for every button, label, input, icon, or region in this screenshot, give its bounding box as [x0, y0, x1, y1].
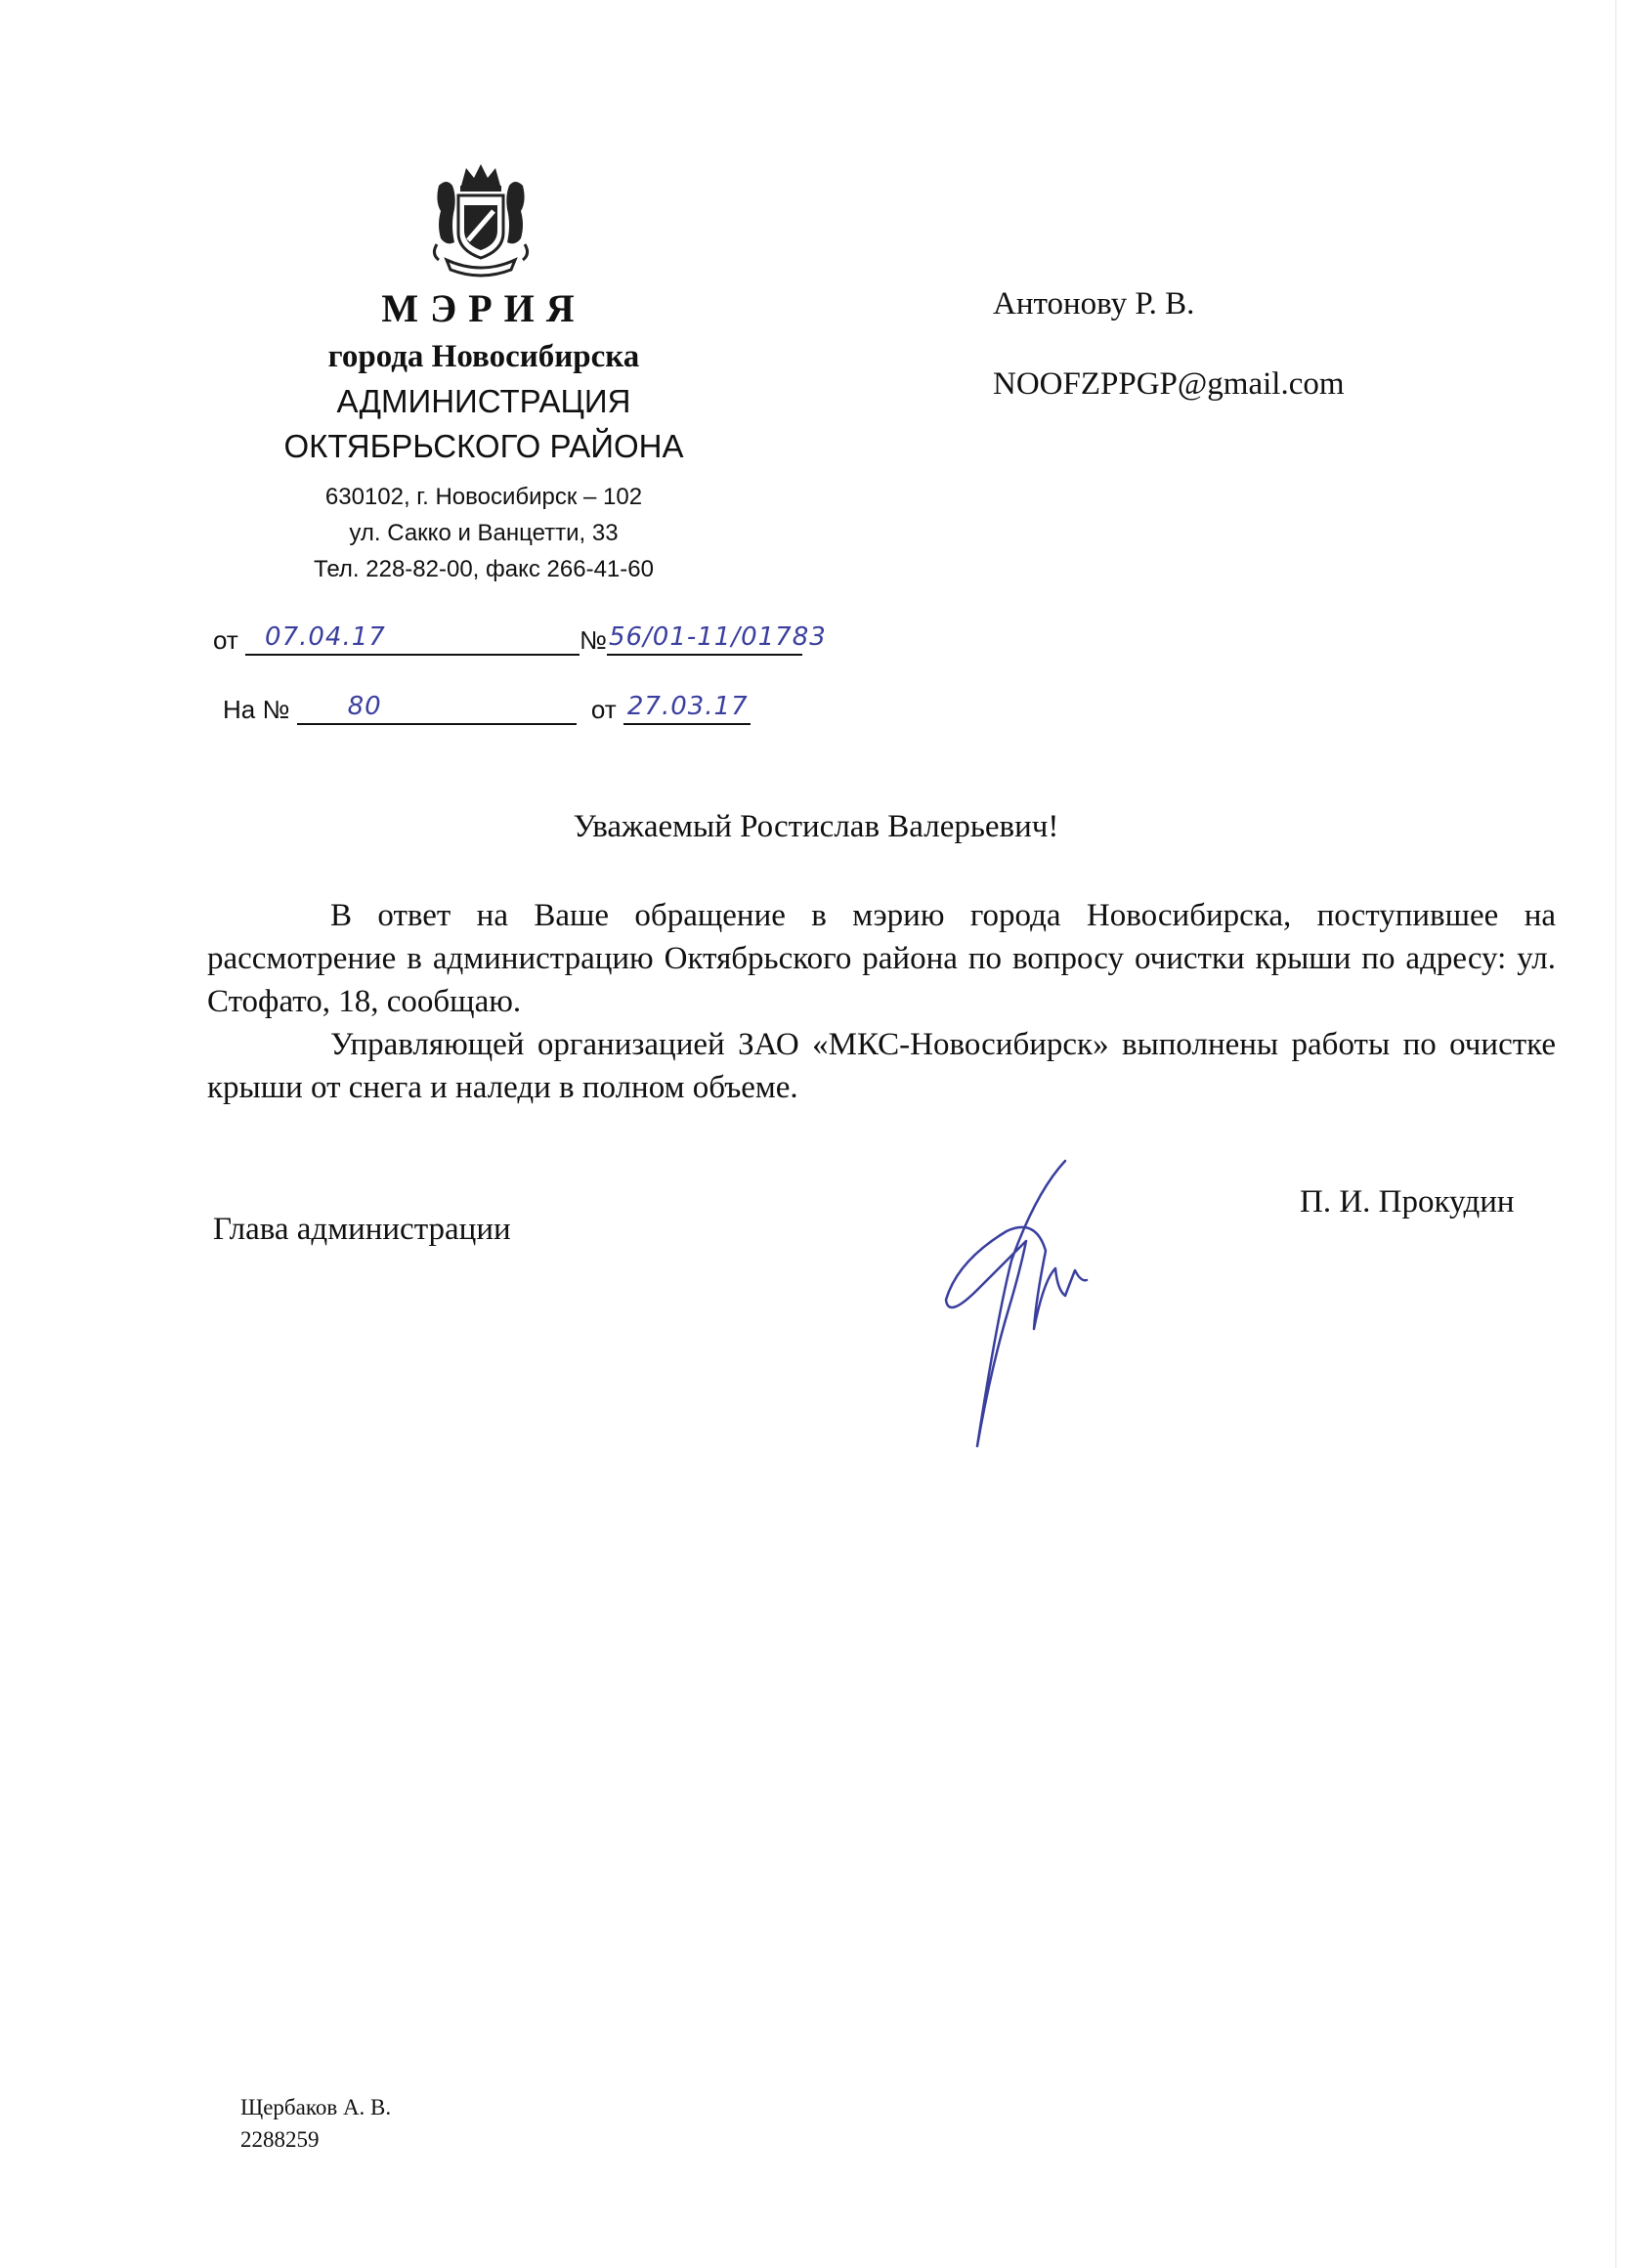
- header-admin-line1: АДМИНИСТРАЦИЯ: [336, 383, 631, 419]
- body-paragraph-2: Управляющей организацией ЗАО «МКС-Новосибирск» выполнены работы по очистке крыши от снега и наледи в полном объеме.: [207, 1027, 1556, 1105]
- executor-block: [240, 2091, 391, 2156]
- executor-phone: 2288259: [240, 2127, 320, 2152]
- from-date-handwritten: 07.04.17: [265, 622, 386, 652]
- reply-date-field: [623, 688, 751, 725]
- number-field: [607, 619, 827, 656]
- header-address-line2: ул. Сакко и Ванцетти, 33: [349, 520, 619, 546]
- letter-body: [207, 894, 1556, 1109]
- number-handwritten: 56/01-11/01783: [608, 622, 827, 652]
- reply-reference: [223, 688, 751, 725]
- scan-edge-line: [1615, 0, 1616, 2268]
- reply-label: На №: [223, 695, 290, 724]
- reply-date-handwritten: 27.03.17: [626, 692, 749, 721]
- signatory-name: П. И. Прокудин: [1300, 1184, 1515, 1220]
- reply-number-field: [297, 688, 577, 725]
- header-city: города Новосибирска: [327, 339, 640, 374]
- greeting: Уважаемый Ростислав Валерьевич!: [573, 809, 1059, 844]
- coat-of-arms-icon: [417, 156, 544, 283]
- header-address-line1: 630102, г. Новосибирск – 102: [324, 484, 643, 510]
- header-title: МЭРИЯ: [381, 286, 586, 330]
- addressee-block: [993, 283, 1345, 405]
- addressee-name: Антонову Р. В.: [993, 286, 1195, 321]
- outgoing-reference: [213, 619, 827, 656]
- executor-name: Щербаков А. В.: [240, 2095, 392, 2119]
- header-phone-line: Тел. 228-82-00, факс 266-41-60: [314, 556, 654, 582]
- handwritten-signature: [919, 1153, 1114, 1456]
- from-date-field: [245, 619, 580, 656]
- sender-header: [195, 283, 772, 587]
- from-label: от: [213, 625, 238, 655]
- header-admin-line2: ОКТЯБРЬСКОГО РАЙОНА: [283, 428, 684, 464]
- addressee-email: NOOFZPPGP@gmail.com: [993, 366, 1345, 402]
- body-paragraph-1: В ответ на Ваше обращение в мэрию города Новосибирска, поступившее на рассмотрение в администрацию Октябрьского района по вопросу очистки крыши по адресу: ул. Стофато, 18, сообщаю.: [207, 898, 1556, 1019]
- number-label: №: [580, 625, 607, 655]
- signatory-position: Глава администрации: [213, 1212, 511, 1247]
- reply-number-handwritten: 80: [347, 692, 382, 721]
- reply-from-label: от: [590, 695, 617, 724]
